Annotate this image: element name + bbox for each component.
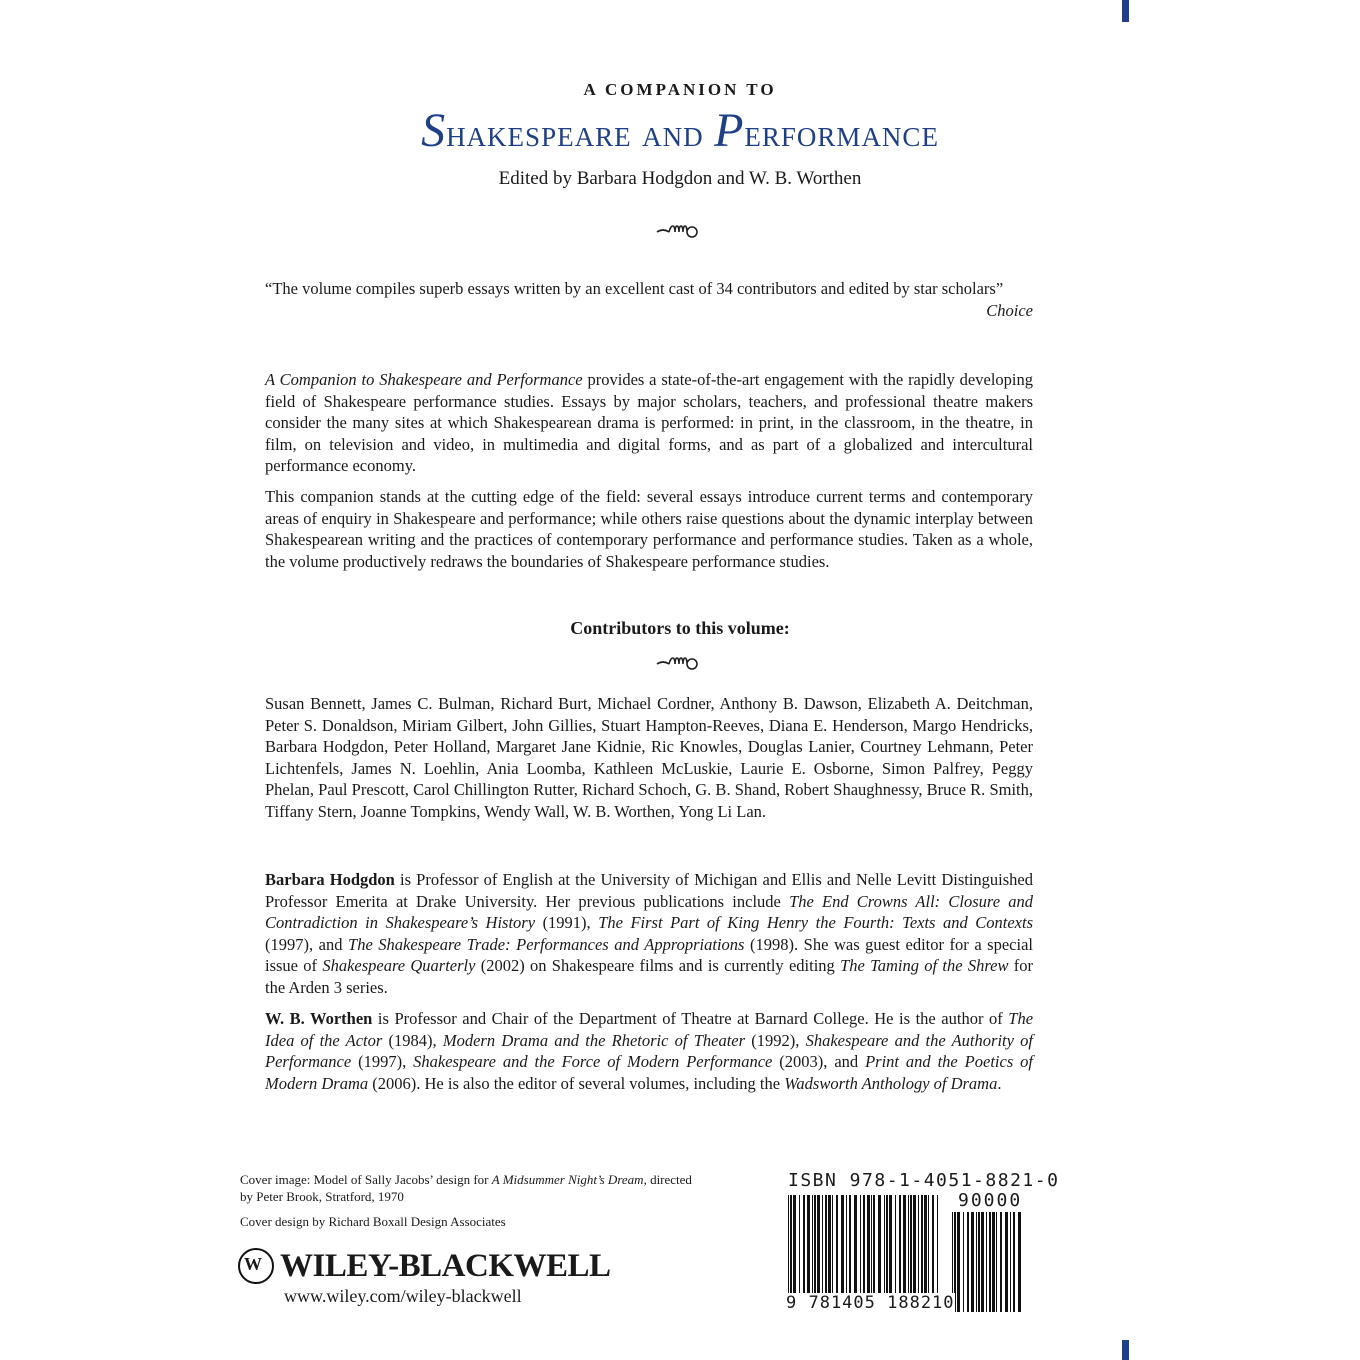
contributors-heading: Contributors to this volume: xyxy=(570,618,790,638)
barcode-bar xyxy=(817,1195,820,1303)
price-barcode-icon xyxy=(952,1212,1022,1312)
quote-text: “The volume compiles superb essays written by an excellent cast of 34 contributors and edited by star scholars” xyxy=(265,279,1004,298)
barcode-bar xyxy=(908,1195,909,1303)
barcode-bar xyxy=(863,1195,865,1303)
credit-text: , directed by Peter Brook, Stratford, 1970 xyxy=(240,1172,692,1204)
barcode-bar xyxy=(924,1195,927,1303)
quote-source: Choice xyxy=(986,300,1033,320)
barcode-bar xyxy=(871,1195,872,1303)
book-title xyxy=(0,103,1360,158)
edge-trim-mark-top xyxy=(1122,0,1129,22)
barcode-bar xyxy=(963,1212,964,1312)
publisher-logo xyxy=(238,1246,611,1286)
barcode-bar xyxy=(957,1212,960,1312)
cover-design-credit: Cover design by Richard Boxall Design Associates xyxy=(240,1214,506,1229)
barcode-bar xyxy=(846,1195,847,1303)
description-paragraph-2 xyxy=(265,486,1033,572)
bio-work-title: Modern Drama and the Rhetoric of Theater xyxy=(442,1030,746,1050)
bio-work-title: The End Crowns All: Closure and Contradiction in Shakespeare’s History xyxy=(265,891,1033,933)
editor-bio-worthen xyxy=(265,1008,1033,1094)
barcode-bar xyxy=(822,1195,823,1303)
barcode-bar xyxy=(981,1212,984,1312)
barcode-bar xyxy=(828,1195,831,1303)
barcode-bar xyxy=(1013,1212,1015,1312)
barcode-bar xyxy=(814,1195,816,1303)
bio-text: (2002) on Shakespeare films and is currently editing xyxy=(475,956,841,976)
barcode-bar xyxy=(967,1212,969,1312)
barcode-bar xyxy=(986,1212,987,1312)
barcode-bar xyxy=(867,1195,870,1303)
description-text-2: This companion stands at the cutting edge of the field: several essays introduce current terms and contemporary areas of enquiry in Shakespeare and performance; while others raise questions about the dynamic interplay between Shakespearean writing and the practices of contemporary performance and performance studies. Taken as a whole, the volume productively redraws the boundaries of Shakespeare performance studies. xyxy=(265,487,1033,571)
barcode-bar xyxy=(928,1195,929,1303)
bio-text: (1984), xyxy=(382,1030,443,1050)
barcode-bar xyxy=(903,1195,906,1303)
bio-work-title: Shakespeare and the Force of Modern Performance xyxy=(413,1052,773,1072)
barcode-bar xyxy=(971,1212,974,1312)
bio-text: (1997), xyxy=(351,1052,414,1072)
bio-text: is Professor of English at the University of Michigan and Ellis and Nelle Levitt Distinguished Professor Emerita at Drake University. Her previous publications include xyxy=(265,870,1033,911)
barcode-bar xyxy=(841,1195,844,1303)
bio-work-title: The Idea of the Actor xyxy=(265,1009,1034,1050)
barcode-bar xyxy=(878,1195,881,1303)
review-quote xyxy=(265,278,1033,321)
barcode-bar xyxy=(873,1195,875,1303)
publisher-name: WILEY-BLACKWELL xyxy=(280,1247,611,1284)
barcode-bar xyxy=(860,1195,861,1303)
barcode-bar xyxy=(1005,1212,1008,1312)
barcode-bar xyxy=(996,1212,997,1312)
bio-text: (1997), and xyxy=(265,934,349,954)
barcode-bar xyxy=(1000,1212,1002,1312)
barcode-bar xyxy=(836,1195,838,1303)
bio-text: is Professor and Chair of the Department of Theatre at Barnard College. He is the author of xyxy=(372,1009,1009,1028)
bio-text: (1998). She was guest editor for a special issue of xyxy=(265,934,1033,976)
edge-trim-mark-bottom xyxy=(1122,1340,1129,1360)
credit-text: Cover image: Model of Sally Jacobs’ design for xyxy=(240,1172,492,1187)
barcode-bar xyxy=(910,1195,912,1303)
bio-work-title: The Taming of the Shrew xyxy=(840,956,1009,976)
title-initial-p: P xyxy=(714,104,745,157)
contributors-names: Susan Bennett, James C. Bulman, Richard Burt, Michael Cordner, Anthony B. Dawson, Elizabeth A. Deitchman, Peter S. Donaldson, Miriam Gilbert, John Gillies, Stuart Hampton-Reeves, Diana E. Henderson, Margo Hendricks, Barbara Hodgdon, Peter Holland, Margaret Jane Kidnie, Ric Knowles, Douglas Lanier, Courtney Lehmann, Peter Lichtenfels, James N. Loehlin, Ania Loomba, Kathleen McLuskie, Laurie E. Osborne, Simon Palfrey, Peggy Phelan, Paul Prescott, Carol Chillington Rutter, Richard Schoch, G. B. Shand, Robert Shaughnessy, Bruce R. Smith, Tiffany Stern, Joanne Tompkins, Wendy Wall, W. B. Worthen, Yong Li Lan. xyxy=(265,694,1033,821)
barcode-bar xyxy=(895,1195,896,1303)
barcode-bar xyxy=(793,1195,796,1303)
editors-line: Edited by Barbara Hodgdon and W. B. Worthen xyxy=(498,168,862,189)
bio-text: for the Arden 3 series. xyxy=(265,956,1034,997)
barcode-bar xyxy=(854,1195,857,1303)
bio-work-title: Shakespeare and the Authority of Performance xyxy=(265,1030,1033,1072)
description-paragraph-1 xyxy=(265,369,1033,477)
description-book-title: A Companion to Shakespeare and Performance xyxy=(265,370,583,389)
barcode-bar xyxy=(932,1195,934,1303)
editor-bio-hodgdon xyxy=(265,869,1033,999)
bio-work-title: Shakespeare Quarterly xyxy=(322,956,476,976)
barcode-bar xyxy=(913,1195,916,1303)
barcode-bar xyxy=(921,1195,923,1303)
series-kicker: A COMPANION TO xyxy=(583,80,777,99)
bio-name: W. B. Worthen xyxy=(265,1009,373,1028)
barcode-bar xyxy=(937,1195,938,1303)
barcode-bar xyxy=(1010,1212,1011,1312)
bio-text: (1992), xyxy=(745,1030,806,1050)
bio-work-title: The Shakespeare Trade: Performances and Appropriations xyxy=(348,934,745,954)
title-part-2: erformance xyxy=(744,113,939,155)
ornament-icon xyxy=(0,652,1360,678)
publisher-url: www.wiley.com/wiley-blackwell xyxy=(284,1286,522,1306)
bio-work-title: Wadsworth Anthology of Drama xyxy=(784,1073,998,1093)
barcode-bar xyxy=(807,1195,810,1303)
wiley-emblem-icon xyxy=(238,1248,274,1284)
bio-text: (2006). He is also the editor of several volumes, including the xyxy=(368,1073,785,1093)
bio-text: (1991), xyxy=(535,913,599,933)
isbn-number: ISBN 978-1-4051-8821-0 xyxy=(788,1170,1060,1191)
barcode-bar xyxy=(899,1195,901,1303)
barcode-bar xyxy=(889,1195,892,1303)
barcode-bar xyxy=(803,1195,805,1303)
barcode-bar xyxy=(790,1195,792,1303)
bio-work-title: The First Part of King Henry the Fourth: Texts and Contexts xyxy=(598,913,1034,933)
credit-work-title: A Midsummer Night’s Dream xyxy=(491,1172,644,1187)
bio-name: Barbara Hodgdon xyxy=(265,870,395,889)
bio-text: (2003), and xyxy=(772,1052,866,1072)
barcode-bar xyxy=(812,1195,813,1303)
description-text-1: provides a state-of-the-art engagement with the rapidly developing field of Shakespeare performance studies. Essays by major scholars, teachers, and professional theatre makers consider the many sites at which Shakespearean drama is performed: in print, in the classroom, in the theatre, in film, on television and video, in multimedia and digital forms, and as part of a globalized and intercultural performance economy. xyxy=(265,370,1033,476)
isbn-barcode-icon xyxy=(788,1195,938,1303)
barcode-bar xyxy=(832,1195,833,1303)
barcode-digits: 9 781405 188210 xyxy=(786,1293,955,1313)
barcode-bar xyxy=(825,1195,827,1303)
barcode-bar xyxy=(799,1195,800,1303)
barcode-bar xyxy=(886,1195,888,1303)
barcode-bar xyxy=(884,1195,885,1303)
bio-text: . xyxy=(997,1073,1002,1093)
barcode-bar xyxy=(992,1212,995,1312)
bio-work-title: Print and the Poetics of Modern Drama xyxy=(265,1052,1033,1093)
barcode-bar xyxy=(918,1195,919,1303)
price-code: 90000 xyxy=(958,1190,1023,1211)
barcode-bar xyxy=(1018,1212,1021,1312)
barcode-bar xyxy=(976,1212,977,1312)
contributors-list xyxy=(265,693,1033,823)
cover-image-credit xyxy=(240,1171,700,1205)
barcode-bar xyxy=(989,1212,991,1312)
ornament-icon xyxy=(0,220,1360,246)
title-part-1: hakespeare and xyxy=(446,113,715,155)
barcode-bar xyxy=(849,1195,851,1303)
barcode-bar xyxy=(978,1212,980,1312)
barcode-bar xyxy=(788,1195,789,1303)
title-initial-s: S xyxy=(421,104,447,157)
